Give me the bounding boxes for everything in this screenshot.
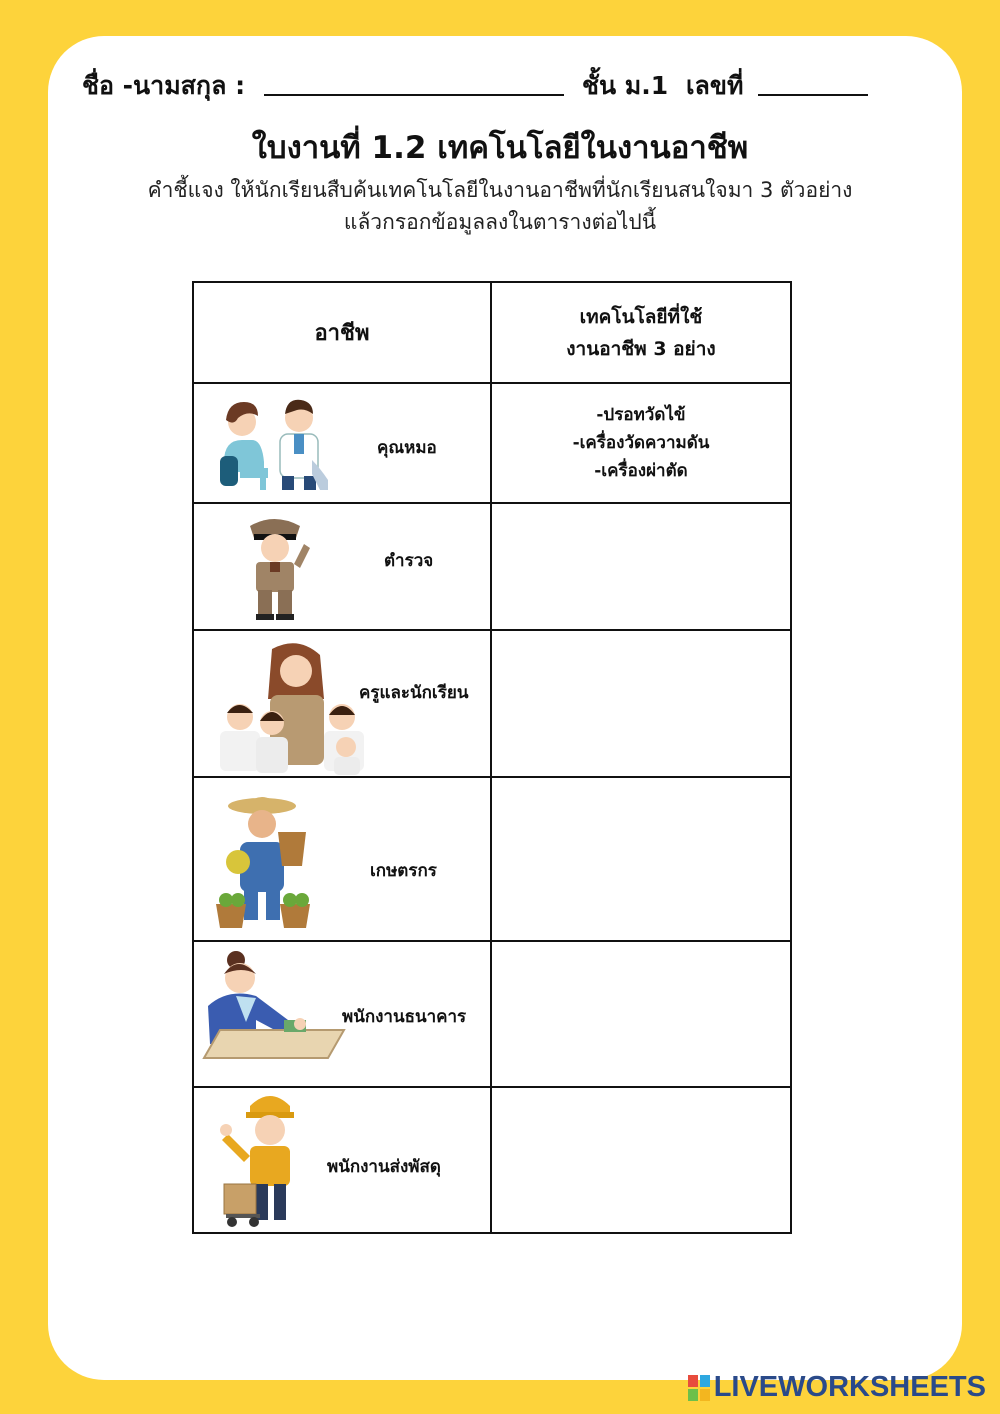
- student-info-row: [82, 66, 882, 106]
- occupation-label: พนักงานธนาคาร: [342, 1007, 467, 1027]
- liveworksheets-logo-icon: [688, 1375, 710, 1401]
- technology-cell[interactable]: [491, 941, 791, 1087]
- column-header-occupation: อาชีพ: [193, 282, 491, 383]
- class-label: ชั้น ม.1: [582, 71, 669, 100]
- occupation-cell-teacher-students: [193, 630, 491, 777]
- worksheet-title: ใบงานที่ 1.2 เทคโนโลยีในงานอาชีพ: [251, 130, 749, 166]
- technology-item: -เครื่องผ่าตัด: [594, 461, 688, 481]
- table-header-row: [193, 282, 791, 383]
- occupation-label: คุณหมอ: [377, 438, 437, 458]
- table-row: [193, 1087, 791, 1233]
- name-input-line[interactable]: [264, 66, 564, 96]
- technology-cell[interactable]: [491, 630, 791, 777]
- technology-cell[interactable]: [491, 503, 791, 630]
- occupation-cell-delivery-worker: [193, 1087, 491, 1233]
- occupation-table: [192, 281, 792, 1234]
- bank-employee-illustration: [200, 950, 350, 1062]
- instructions-line2: แล้วกรอกข้อมูลลงในตารางต่อไปนี้: [343, 210, 657, 234]
- technology-cell[interactable]: [491, 383, 791, 503]
- table-row: [193, 630, 791, 777]
- number-input-line[interactable]: [758, 66, 868, 96]
- column-header-technology-line2: งานอาชีพ 3 อย่าง: [566, 337, 716, 360]
- table-row: [193, 777, 791, 941]
- occupation-label: ครูและนักเรียน: [359, 683, 469, 703]
- occupation-cell-doctor: [193, 383, 491, 503]
- number-label: เลขที่: [686, 71, 744, 100]
- liveworksheets-logo-text: LIVEWORKSHEETS: [713, 1371, 986, 1403]
- occupation-cell-bank-employee: [193, 941, 491, 1087]
- occupation-label: เกษตรกร: [370, 861, 437, 881]
- column-header-technology: [491, 282, 791, 383]
- occupation-cell-police: [193, 503, 491, 630]
- name-label: ชื่อ -นามสกุล :: [82, 71, 246, 100]
- delivery-worker-illustration: [220, 1088, 310, 1230]
- technology-item: -เครื่องวัดความดัน: [572, 433, 710, 453]
- police-officer-illustration: [240, 514, 310, 622]
- technology-cell[interactable]: [491, 777, 791, 941]
- occupation-label: ตำรวจ: [384, 551, 434, 571]
- teacher-students-illustration: [210, 639, 380, 775]
- liveworksheets-logo: [688, 1371, 986, 1404]
- column-header-technology-line1: เทคโนโลยีที่ใช้: [579, 305, 703, 328]
- instructions-line1: คำชี้แจง ให้นักเรียนสืบค้นเทคโนโลยีในงานอาชีพที่นักเรียนสนใจมา 3 ตัวอย่าง: [147, 178, 853, 202]
- occupation-label: พนักงานส่งพัสดุ: [327, 1157, 441, 1177]
- technology-cell[interactable]: [491, 1087, 791, 1233]
- occupation-cell-farmer: [193, 777, 491, 941]
- farmer-illustration: [214, 792, 314, 932]
- table-row: [193, 383, 791, 503]
- table-row: [193, 503, 791, 630]
- technology-item: -ปรอทวัดไข้: [596, 405, 686, 425]
- table-row: [193, 941, 791, 1087]
- doctor-patient-illustration: [216, 390, 336, 496]
